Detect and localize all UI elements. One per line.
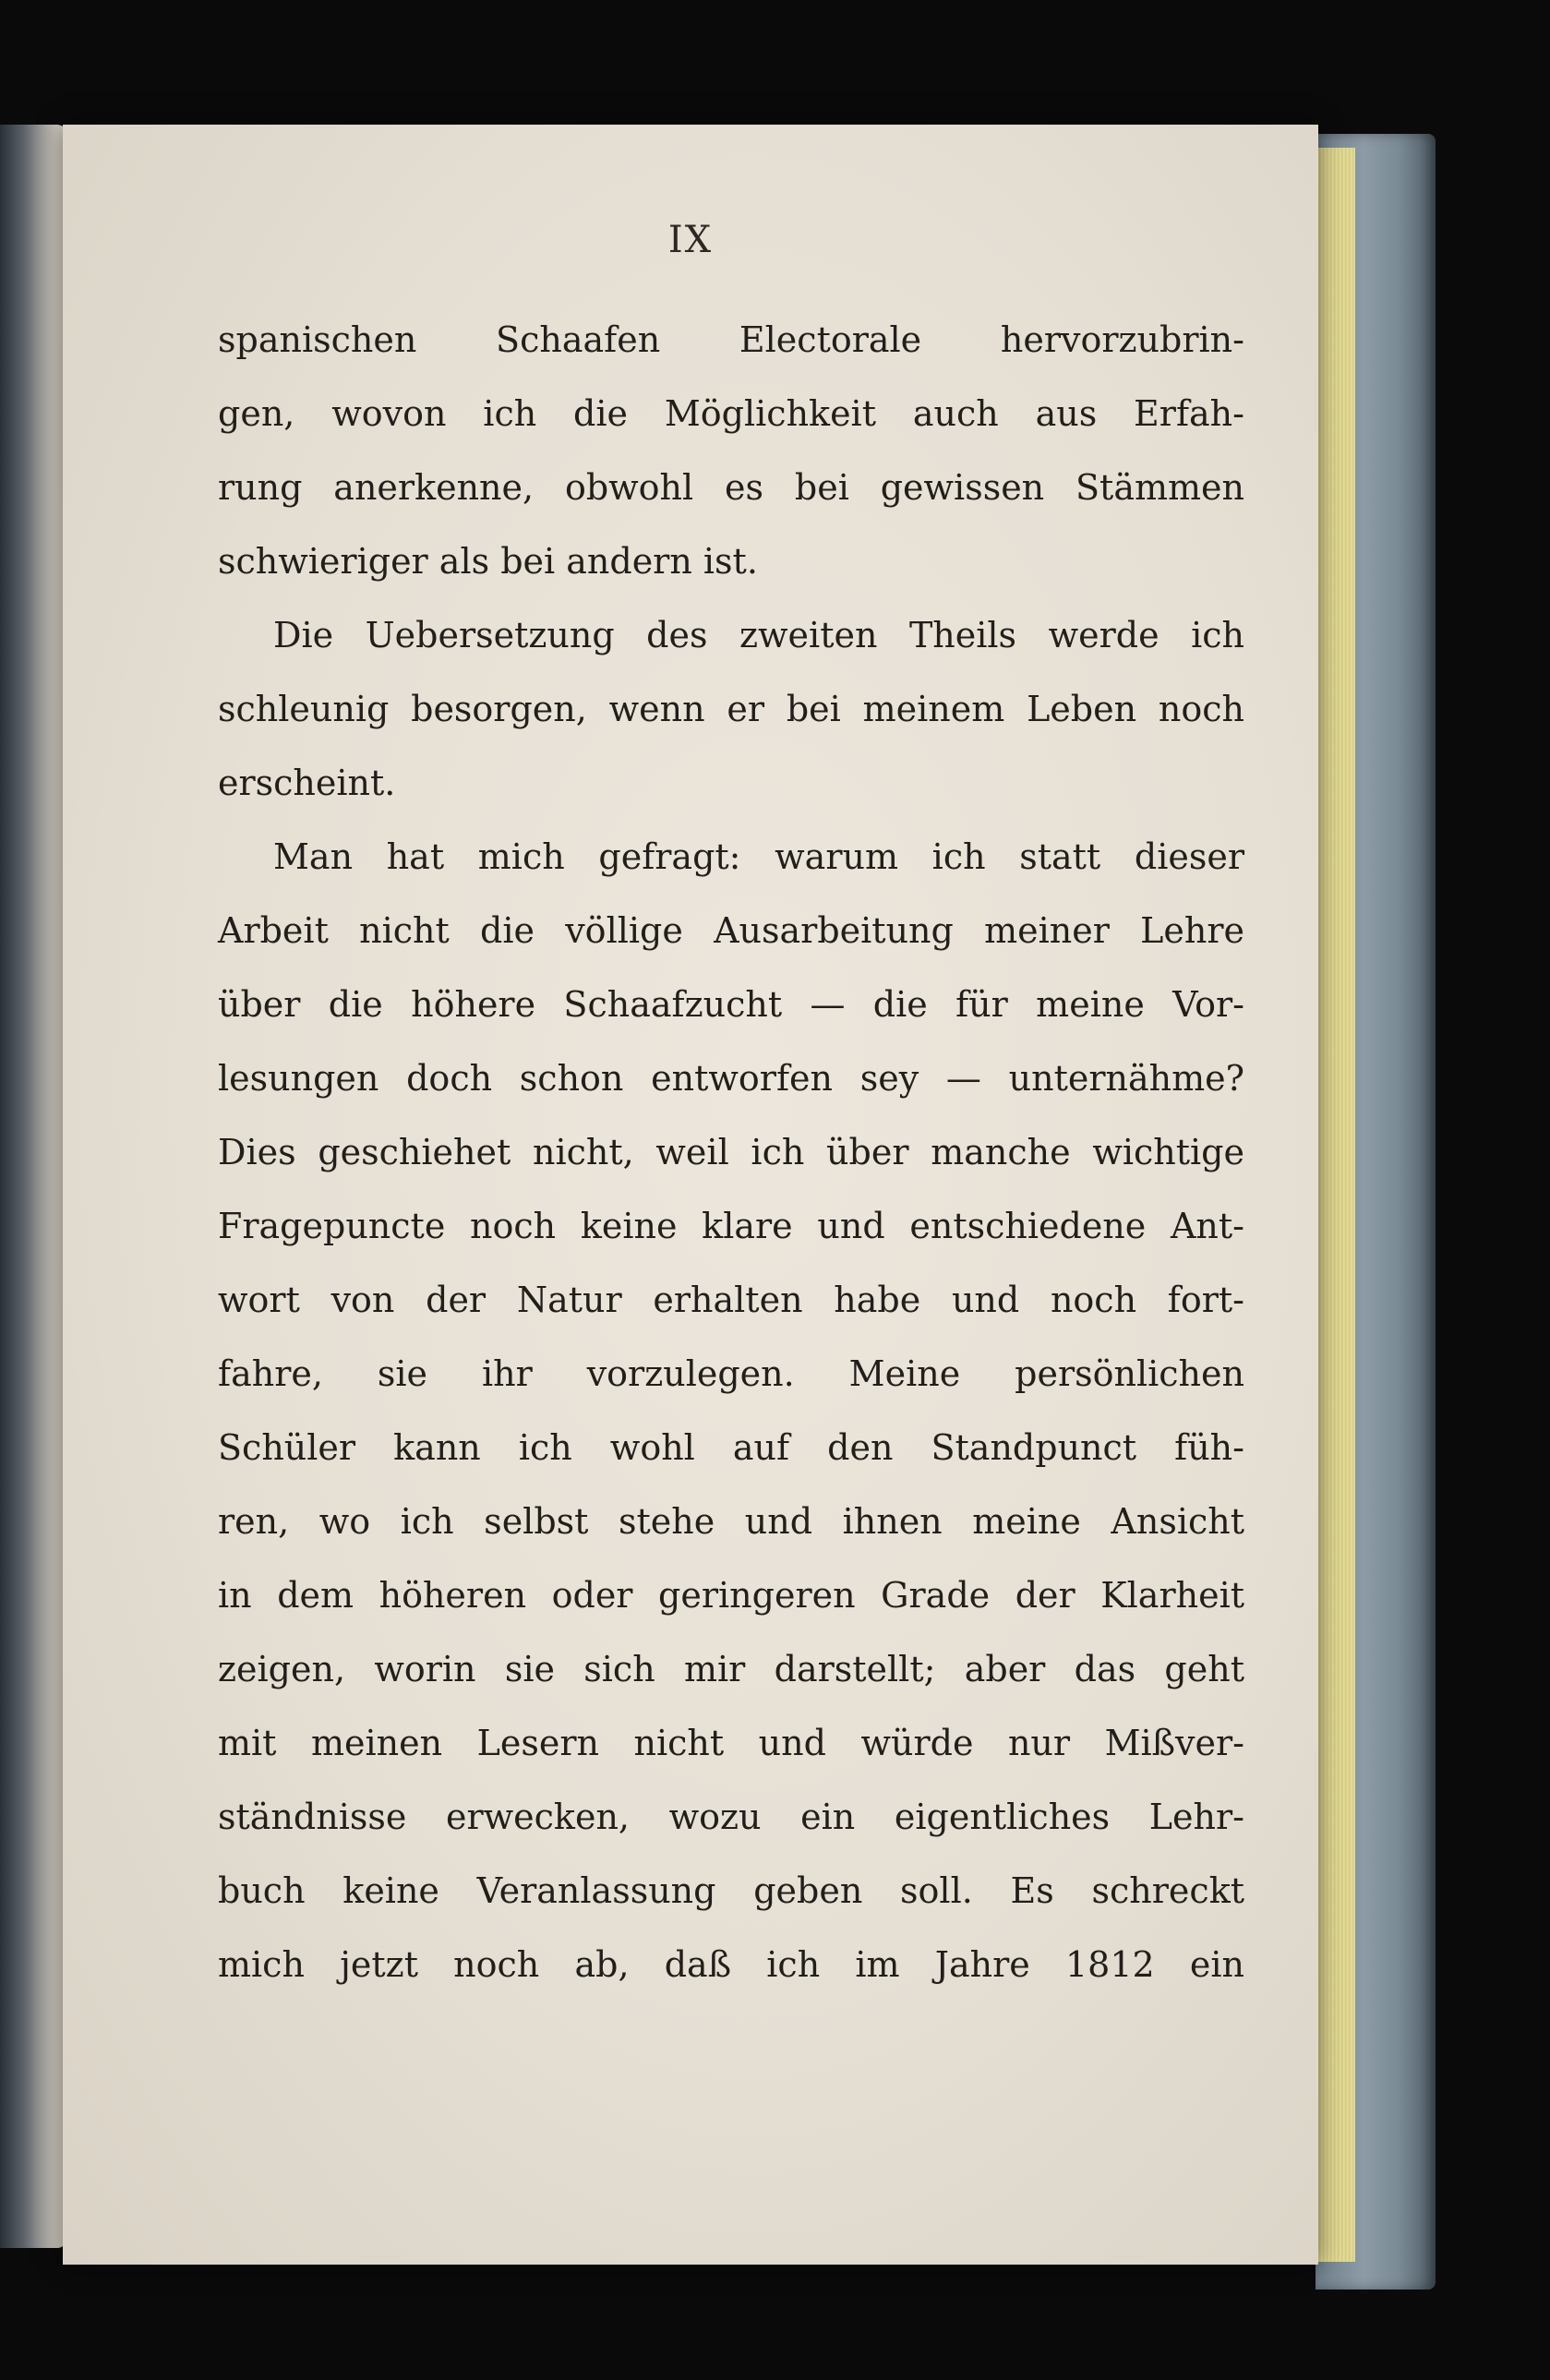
text-line: schwieriger als bei andern ist.: [218, 541, 758, 582]
left-page-edge: [0, 125, 66, 2248]
text-line: über die höhere Schaafzucht — die für meine Vor-: [218, 984, 1244, 1025]
text-line: lesungen doch schon entworfen sey — unternähme?: [218, 1058, 1244, 1099]
text-block: [218, 303, 1244, 2001]
page-number: IX: [667, 219, 714, 261]
text-line: wort von der Natur erhalten habe und noch fort-: [218, 1280, 1244, 1320]
text-line: spanischen Schaafen Electorale hervorzubrin-: [218, 319, 1244, 360]
text-line: Die Uebersetzung des zweiten Theils werde ich: [273, 615, 1244, 655]
text-line: Dies geschiehet nicht, weil ich über manche wichtige: [218, 1132, 1244, 1172]
text-line: buch keine Veranlassung geben soll. Es schreckt: [218, 1870, 1244, 1911]
text-line: erscheint.: [218, 763, 396, 803]
text-line: ständnisse erwecken, wozu ein eigentliches Lehr-: [218, 1797, 1244, 1837]
text-line: gen, wovon ich die Möglichkeit auch aus Erfah-: [218, 393, 1244, 434]
text-line: fahre, sie ihr vorzulegen. Meine persönlichen: [218, 1353, 1244, 1394]
text-line: rung anerkenne, obwohl es bei gewissen Stämmen: [218, 467, 1244, 508]
text-line: Fragepuncte noch keine klare und entschiedene Ant-: [218, 1206, 1244, 1246]
text-line: schleunig besorgen, wenn er bei meinem Leben noch: [218, 689, 1244, 729]
text-line: in dem höheren oder geringeren Grade der Klarheit: [218, 1575, 1244, 1616]
text-line: ren, wo ich selbst stehe und ihnen meine Ansicht: [218, 1501, 1244, 1542]
text-line: mich jetzt noch ab, daß ich im Jahre 1812 ein: [218, 1944, 1244, 1985]
text-line: Schüler kann ich wohl auf den Standpunct füh-: [218, 1427, 1244, 1468]
text-line: Man hat mich gefragt: warum ich statt dieser: [273, 836, 1244, 877]
book-page: [63, 125, 1318, 2265]
text-line: zeigen, worin sie sich mir darstellt; aber das geht: [218, 1649, 1244, 1689]
text-line: Arbeit nicht die völlige Ausarbeitung meiner Lehre: [218, 910, 1244, 951]
text-line: mit meinen Lesern nicht und würde nur Mißver-: [218, 1723, 1244, 1763]
